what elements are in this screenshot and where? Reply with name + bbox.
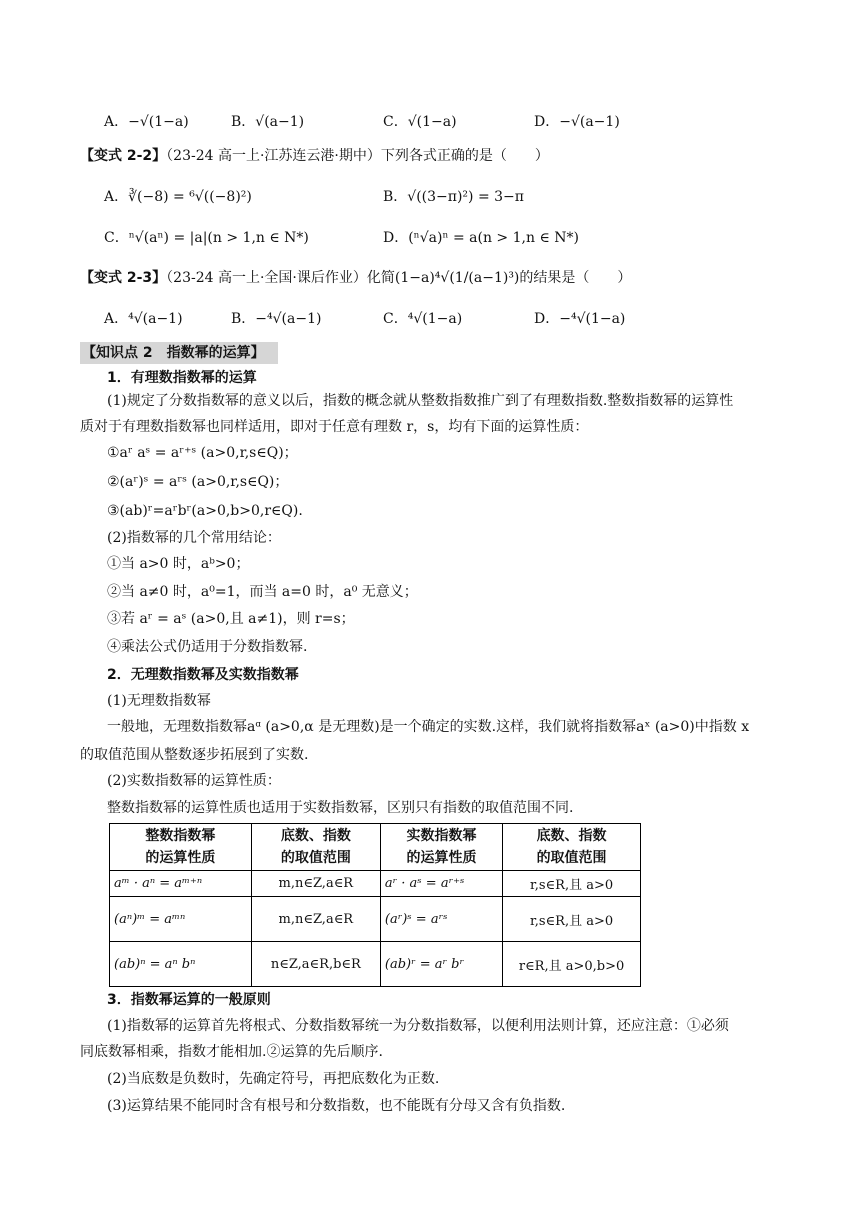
header-line: 底数、指数 [280, 828, 351, 844]
table-cell: r,s∈R,且 a>0 [503, 871, 641, 897]
section-1-title: 1．有理数指数幂的运算 [107, 370, 257, 386]
header-line: 的取值范围 [280, 850, 351, 866]
table-cell: m,n∈Z,a∈R [251, 897, 380, 942]
option-d: D．−⁴√(1−a) [534, 311, 626, 327]
option-b: B．√((3−π)²) = 3−π [383, 189, 524, 205]
option-a: A．∛(−8) = ⁶√((−8)²) [104, 189, 252, 205]
option-d: D．(ⁿ√a)ⁿ = a(n > 1,n ∈ N*) [383, 230, 579, 246]
header-line: 的运算性质 [406, 850, 477, 866]
paragraph: 整数指数幂的运算性质也适用于实数指数幂，区别只有指数的取值范围不同. [107, 800, 574, 816]
header-line: 整数指数幂 [145, 828, 216, 844]
variant-tag: 【变式 2-2】 [80, 148, 167, 164]
variant-stem: （23-24 高一上·江苏连云港·期中）下列各式正确的是（ ） [166, 148, 549, 164]
table-cell: aᵐ · aⁿ = aᵐ⁺ⁿ [110, 871, 252, 897]
header-line: 的取值范围 [536, 850, 607, 866]
table-header-row [110, 824, 641, 871]
table-cell: m,n∈Z,a∈R [251, 871, 380, 897]
table-header [110, 824, 252, 871]
table-header [380, 824, 502, 871]
table-cell: (ab)ⁿ = aⁿ bⁿ [110, 942, 252, 987]
paragraph: (2)实数指数幂的运算性质： [107, 773, 281, 789]
option-c: C．ⁿ√(aⁿ) = |a|(n > 1,n ∈ N*) [104, 230, 309, 246]
option-d: D．−√(a−1) [534, 114, 620, 130]
knowledge-point-heading: 【知识点 2 指数幂的运算】 [80, 342, 278, 364]
table-cell: (aⁿ)ᵐ = aᵐⁿ [110, 897, 252, 942]
option-a: A．−√(1−a) [104, 114, 189, 130]
table-cell: (ab)ʳ = aʳ bʳ [380, 942, 502, 987]
table-cell: aʳ · aˢ = aʳ⁺ˢ [380, 871, 502, 897]
conclusion-2: ②当 a≠0 时，a⁰=1，而当 a=0 时，a⁰ 无意义； [107, 584, 418, 600]
section-3-title: 3．指数幂运算的一般原则 [107, 992, 271, 1008]
table-cell: r∈R,且 a>0,b>0 [503, 942, 641, 987]
option-c: C．√(1−a) [383, 114, 457, 130]
paragraph: 质对于有理数指数幂也同样适用，即对于任意有理数 r，s，均有下面的运算性质： [80, 419, 589, 435]
header-line: 底数、指数 [536, 828, 607, 844]
paragraph: 一般地，无理数指数幂aᵅ (a>0,α 是无理数)是一个确定的实数.这样，我们就将指数幂aˣ (a>0)中指数 x [107, 719, 750, 735]
table-cell: r,s∈R,且 a>0 [503, 897, 641, 942]
rule-1: ①aʳ aˢ = aʳ⁺ˢ (a>0,r,s∈Q)； [107, 445, 298, 461]
variant-2-2-header [80, 146, 549, 166]
paragraph: (3)运算结果不能同时含有根号和分数指数，也不能既有分母又含有负指数. [107, 1098, 566, 1114]
table-header [251, 824, 380, 871]
variant-tag: 【变式 2-3】 [80, 270, 167, 286]
table-cell: (aʳ)ˢ = aʳˢ [380, 897, 502, 942]
conclusion-1: ①当 a>0 时，aᵇ>0； [107, 556, 250, 572]
table-row [110, 871, 641, 897]
header-line: 的运算性质 [145, 850, 216, 866]
paragraph: (1)规定了分数指数幂的意义以后，指数的概念就从整数指数推广到了有理数指数.整数指数幂的运算性 [107, 393, 734, 409]
table-cell: n∈Z,a∈R,b∈R [251, 942, 380, 987]
option-b: B．√(a−1) [231, 114, 305, 130]
exponent-rules-table [109, 823, 641, 987]
option-a: A．⁴√(a−1) [104, 311, 183, 327]
paragraph: (1)无理数指数幂 [107, 693, 211, 709]
paragraph: 的取值范围从整数逐步拓展到了实数. [80, 747, 309, 763]
rule-3: ③(ab)ʳ=aʳbʳ(a>0,b>0,r∈Q). [107, 503, 303, 519]
conclusion-4: ④乘法公式仍适用于分数指数幂. [107, 639, 308, 655]
option-c: C．⁴√(1−a) [383, 311, 463, 327]
option-b: B．−⁴√(a−1) [231, 311, 322, 327]
conclusion-3: ③若 aʳ = aˢ (a>0,且 a≠1)，则 r=s； [107, 611, 355, 627]
paragraph: (1)指数幂的运算首先将根式、分数指数幂统一为分数指数幂，以便利用法则计算，还应注意：①必须 [107, 1018, 729, 1034]
paragraph: (2)当底数是负数时，先确定符号，再把底数化为正数. [107, 1071, 440, 1087]
table-row [110, 942, 641, 987]
section-2-title: 2．无理数指数幂及实数指数幂 [107, 667, 299, 683]
rule-2: ②(aʳ)ˢ = aʳˢ (a>0,r,s∈Q)； [107, 474, 289, 490]
table-row [110, 897, 641, 942]
variant-2-3-header [80, 268, 631, 288]
variant-stem: （23-24 高一上·全国·课后作业）化简(1−a)⁴√(1/(a−1)³)的结果是（ ） [166, 270, 632, 286]
paragraph: 同底数幂相乘，指数才能相加.②运算的先后顺序. [80, 1044, 383, 1060]
header-line: 实数指数幂 [406, 828, 477, 844]
table-header [503, 824, 641, 871]
paragraph: (2)指数幂的几个常用结论： [107, 530, 281, 546]
